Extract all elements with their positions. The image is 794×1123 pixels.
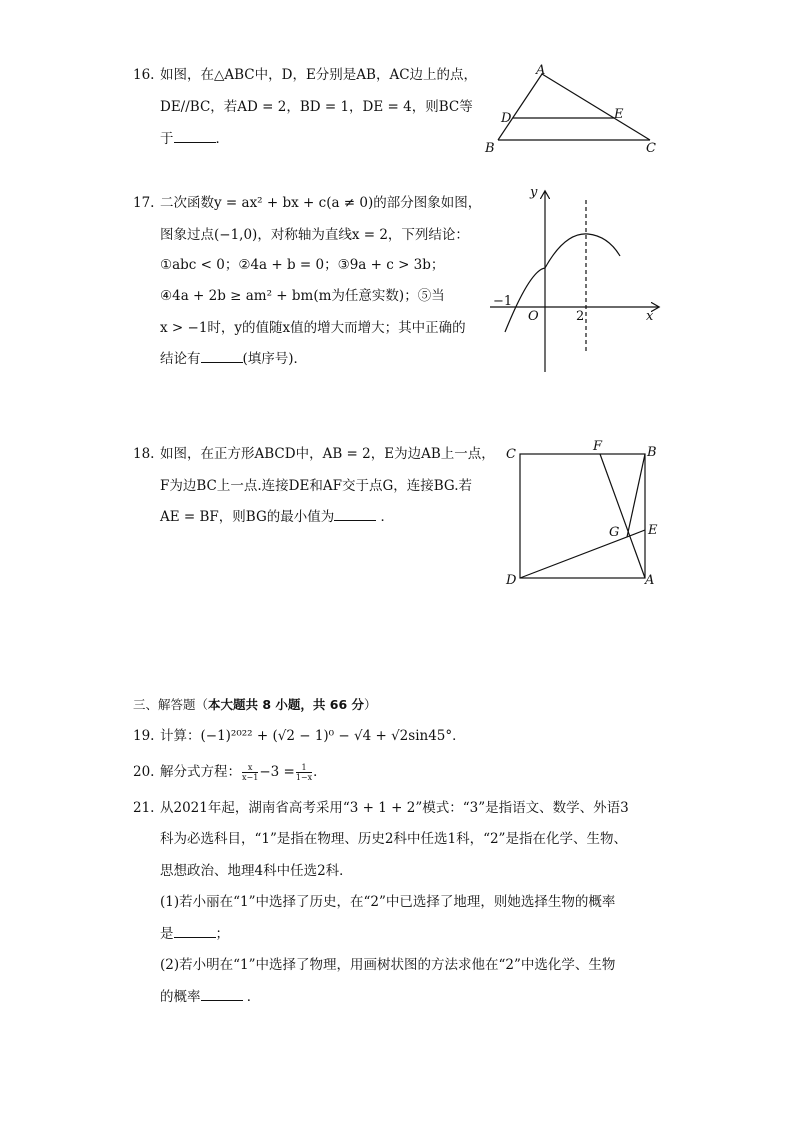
q18-line-3-text: AE = BF，则BG的最小值为 <box>160 509 335 525</box>
label-y: y <box>530 185 538 200</box>
label-d: D <box>501 111 512 126</box>
q20-frac1-num: x <box>242 763 258 773</box>
parabola-curve <box>505 234 620 332</box>
label-g: G <box>609 525 620 540</box>
section-3-bold: 本大题共 8 小题，共 66 分 <box>208 697 365 712</box>
section-3-prefix: 三、解答题（ <box>133 697 209 712</box>
q21-line-7 <box>160 988 260 1006</box>
square-abcd <box>520 454 645 578</box>
q20-prefix: 解分式方程： <box>160 764 241 780</box>
q18-line-2: F为边BC上一点.连接DE和AF交于点G，连接BG.若 <box>160 478 473 494</box>
q18-number: 18. <box>133 446 155 462</box>
q20-middle: −3 = <box>259 764 295 780</box>
q21-line-5 <box>160 925 229 943</box>
q20-equation <box>160 763 327 782</box>
q16-line-3-text: 于 <box>160 131 174 147</box>
q21-line-4: (1)若小丽在“1”中选择了历史，在“2”中已选择了地理，则她选择生物的概率 <box>160 894 616 910</box>
q17-line-6-end: (填序号)． <box>242 351 308 367</box>
q16-triangle-figure <box>480 60 670 160</box>
q21-line-5-end: ； <box>215 926 229 942</box>
label-b: B <box>485 141 495 156</box>
q18-line-1: 如图，在正方形ABCD中，AB = 2，E为边AB上一点， <box>160 446 495 462</box>
q16-number: 16. <box>133 67 155 83</box>
q21-number: 21. <box>133 800 155 816</box>
segment-ac <box>542 74 650 140</box>
q20-frac2-den: 1−x <box>295 773 313 782</box>
label-d: D <box>506 573 517 588</box>
label-e: E <box>648 523 658 538</box>
q21-line-7-end: ． <box>242 989 261 1005</box>
label-origin: O <box>528 309 539 324</box>
q21-line-3: 思想政治、地理4科中任选2科． <box>160 863 353 879</box>
label-e: E <box>614 107 624 122</box>
q16-line-3-end: ． <box>215 131 229 147</box>
q20-number: 20. <box>133 764 155 780</box>
segment-af <box>600 454 645 578</box>
label-a: A <box>645 573 655 588</box>
q17-answer-blank[interactable] <box>201 350 243 363</box>
q16-line-1: 如图，在△ABC中，D，E分别是AB，AC边上的点， <box>160 67 478 83</box>
q18-answer-blank[interactable] <box>334 508 376 521</box>
q17-number: 17. <box>133 195 155 211</box>
q19-number: 19. <box>133 728 155 744</box>
q17-line-6-text: 结论有 <box>160 351 201 367</box>
label-a: A <box>536 63 546 78</box>
q20-fraction-2 <box>296 763 312 782</box>
q16-line-3 <box>160 130 229 148</box>
q16-line-2: DE//BC，若AD = 2，BD = 1，DE = 4，则BC等 <box>160 99 473 115</box>
q17-line-2: 图象过点(−1,0)，对称轴为直线x = 2，下列结论： <box>160 227 469 243</box>
q19-text: 计算：(−1)²⁰²² + (√2 − 1)⁰ − √4 + √2sin45°． <box>160 728 466 744</box>
q20-fraction-1 <box>242 763 258 782</box>
q18-line-3 <box>160 508 394 526</box>
q17-line-5: x > −1时，y的值随x值的增大而增大；其中正确的 <box>160 320 466 336</box>
section-3-suffix: ） <box>364 697 377 712</box>
q17-line-6 <box>160 350 307 368</box>
segment-bg <box>627 454 645 537</box>
label-neg-one: −1 <box>493 294 513 309</box>
q21-line-7-text: 的概率 <box>160 989 201 1005</box>
label-f: F <box>593 439 603 454</box>
q21-line-6: (2)若小明在“1”中选择了物理，用画树状图的方法求他在“2”中选化学、生物 <box>160 957 616 973</box>
q17-line-4: ④4a + 2b ≥ am² + bm(m为任意实数)；⑤当 <box>160 288 445 304</box>
label-x: x <box>646 309 654 324</box>
q20-frac1-den: x−1 <box>242 773 259 782</box>
label-c: C <box>506 447 516 462</box>
q17-parabola-figure <box>490 180 670 380</box>
label-b: B <box>647 445 657 460</box>
q17-line-3: ①abc < 0；②4a + b = 0；③9a + c > 3b； <box>160 257 445 273</box>
q18-line-3-end: ． <box>376 509 395 525</box>
q21-part2-blank[interactable] <box>201 988 243 1001</box>
q17-line-1: 二次函数y = ax² + bx + c(a ≠ 0)的部分图象如图， <box>160 195 482 211</box>
q21-line-2: 科为必选科目，“1”是指在物理、历史2科中任选1科，“2”是指在化学、生物、 <box>160 831 627 847</box>
q20-frac2-num: 1 <box>296 763 312 773</box>
q16-answer-blank[interactable] <box>174 130 216 143</box>
segment-ab <box>498 74 542 140</box>
segment-de <box>520 530 645 578</box>
q18-square-figure <box>500 438 670 593</box>
q21-line-1: 从2021年起，湖南省高考采用“3 + 1 + 2”模式：“3”是指语文、数学、外语3 <box>160 800 629 816</box>
label-two: 2 <box>576 309 585 324</box>
q20-end: ． <box>313 764 327 780</box>
q21-part1-blank[interactable] <box>174 925 216 938</box>
section-3-heading <box>133 696 377 714</box>
q21-line-5-text: 是 <box>160 926 174 942</box>
label-c: C <box>646 141 656 156</box>
